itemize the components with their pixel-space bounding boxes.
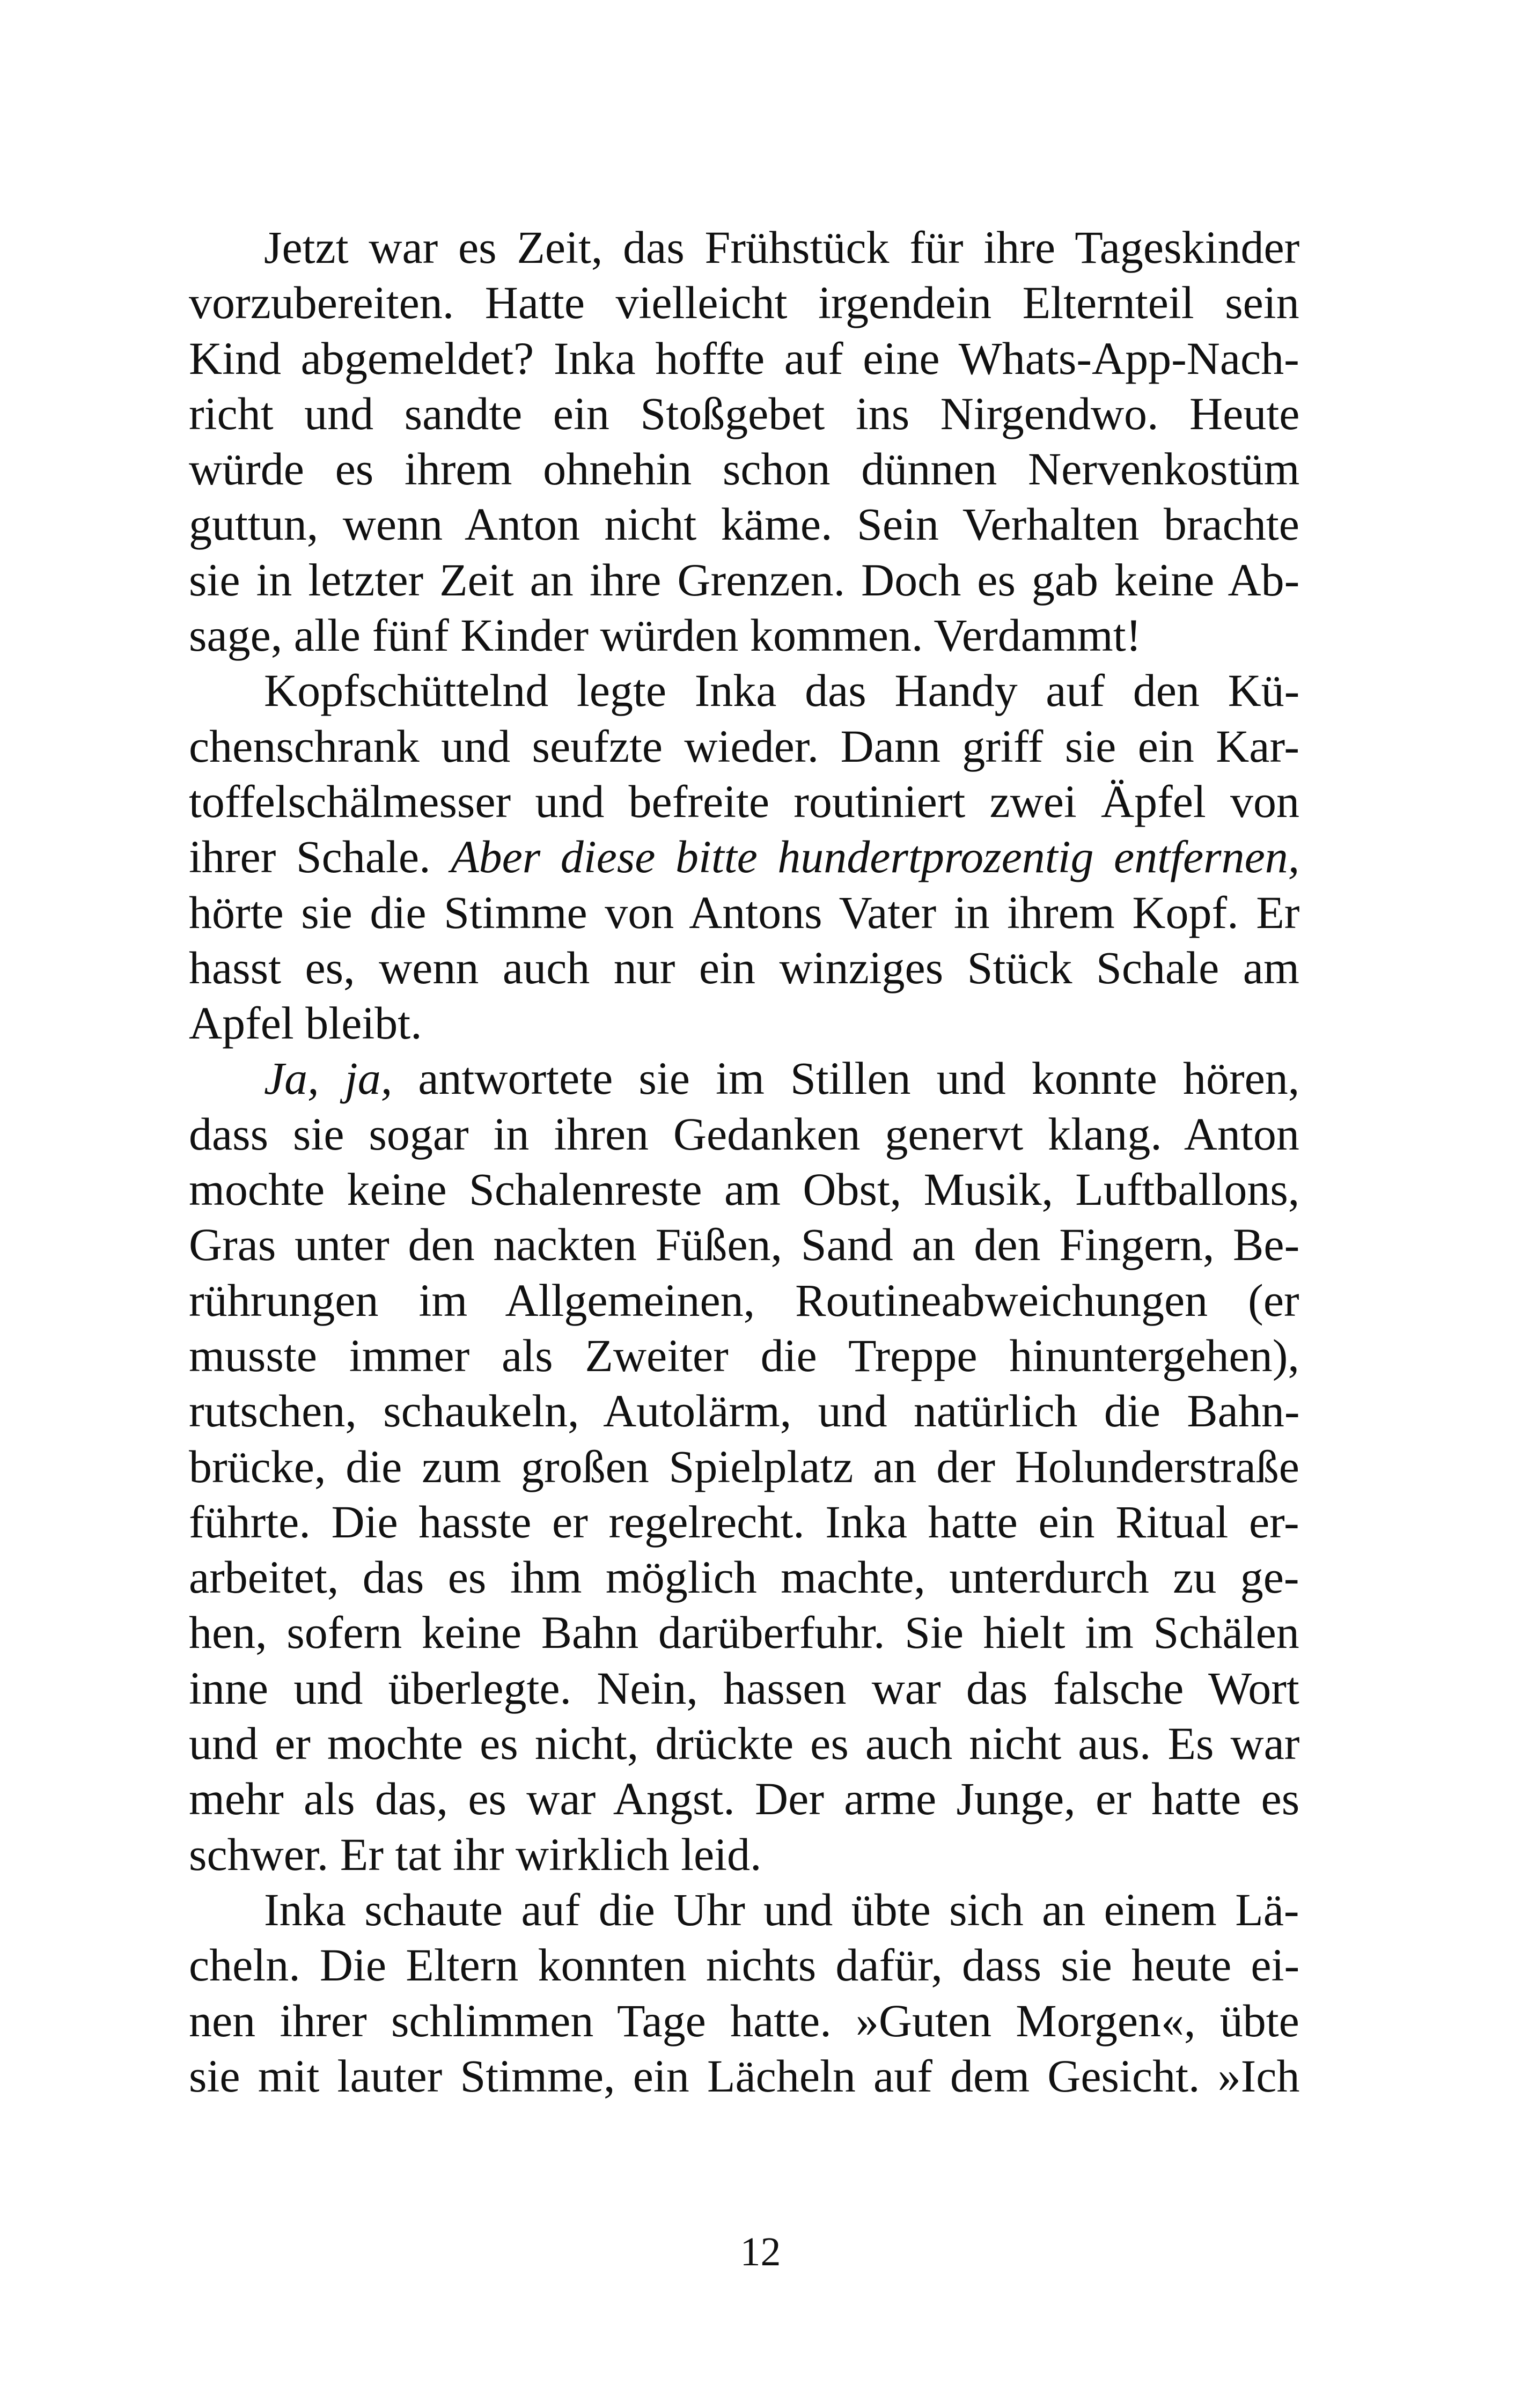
text-line [189, 774, 1299, 829]
text-segment: Inka schaute auf die Uhr und übte sich an einem Lä- [264, 1883, 1299, 1935]
text-line [189, 553, 1299, 608]
text-segment: sie in letzter Zeit an ihre Grenzen. Doch es gab keine Ab- [189, 554, 1300, 606]
text-segment: guttun, wenn Anton nicht käme. Sein Verhalten brachte [189, 498, 1299, 550]
text-segment: arbeitet, das es ihm möglich machte, unterdurch zu ge- [189, 1551, 1299, 1603]
text-line [189, 1051, 1299, 1106]
text-line [189, 1439, 1299, 1494]
text-line [189, 940, 1299, 996]
text-segment: Apfel bleibt. [189, 997, 422, 1049]
text-segment: hen, sofern keine Bahn darüberfuhr. Sie hielt im Schälen [189, 1607, 1299, 1659]
text-line [189, 275, 1299, 330]
text-line [189, 441, 1299, 497]
text-segment: Gras unter den nackten Füßen, Sand an den Fingern, Be- [189, 1219, 1300, 1271]
text-segment: sage, alle fünf Kinder würden kommen. Verdammt! [189, 609, 1142, 661]
text-segment: rührungen im Allgemeinen, Routineabweichungen (er [189, 1274, 1299, 1326]
italic-text: Aber diese bitte hundertprozentig entfernen, [451, 831, 1300, 883]
text-line [189, 1383, 1299, 1439]
page-number: 12 [740, 2229, 781, 2274]
text-segment: musste immer als Zweiter die Treppe hinuntergehen), [189, 1329, 1299, 1381]
text-segment: Jetzt war es Zeit, das Frühstück für ihre Tageskinder [264, 222, 1300, 273]
italic-text: Ja, ja, [264, 1052, 393, 1104]
text-line [189, 1217, 1299, 1272]
text-line [189, 386, 1299, 441]
text-line [189, 2049, 1299, 2104]
text-line [189, 1605, 1299, 1660]
text-segment: vorzubereiten. Hatte vielleicht irgendein Elternteil sein [189, 277, 1299, 329]
text-line [189, 220, 1299, 275]
text-segment: antwortete sie im Stillen und konnte hören, [392, 1052, 1300, 1104]
text-line [189, 1550, 1299, 1605]
text-segment: cheln. Die Eltern konnten nichts dafür, dass sie heute ei- [189, 1939, 1300, 1991]
text-segment: inne und überlegte. Nein, hassen war das falsche Wort [189, 1662, 1299, 1714]
text-segment: chenschrank und seufzte wieder. Dann griff sie ein Kar- [189, 720, 1300, 772]
text-segment: brücke, die zum großen Spielplatz an der Holunderstraße [189, 1440, 1299, 1492]
text-segment: toffelschälmesser und befreite routiniert zwei Äpfel von [189, 775, 1299, 827]
text-segment: richt und sandte ein Stoßgebet ins Nirgendwo. Heute [189, 387, 1300, 439]
text-line [189, 497, 1299, 552]
text-line [189, 1882, 1299, 1938]
text-segment: würde es ihrem ohnehin schon dünnen Nervenkostüm [189, 443, 1300, 495]
text-segment: Kopfschüttelnd legte Inka das Handy auf den Kü- [264, 665, 1300, 717]
text-line [189, 829, 1299, 885]
text-segment: mehr als das, es war Angst. Der arme Junge, er hatte es [189, 1773, 1300, 1825]
text-line [189, 719, 1299, 774]
text-line [189, 1716, 1299, 1771]
text-line [189, 1661, 1299, 1716]
text-segment: sie mit lauter Stimme, ein Lächeln auf dem Gesicht. »Ich [189, 2050, 1300, 2102]
text-segment: ihrer Schale. [189, 831, 451, 883]
text-line [189, 608, 1299, 663]
text-segment: führte. Die hasste er regelrecht. Inka hatte ein Ritual er- [189, 1496, 1299, 1548]
text-line [189, 1993, 1299, 2049]
text-line [189, 1938, 1299, 1993]
text-segment: hasst es, wenn auch nur ein winziges Stück Schale am [189, 941, 1299, 993]
text-line [189, 885, 1299, 940]
text-line [189, 1273, 1299, 1328]
text-line [189, 1162, 1299, 1217]
text-line [189, 1494, 1299, 1550]
text-segment: mochte keine Schalenreste am Obst, Musik, Luftballons, [189, 1164, 1300, 1216]
text-line [189, 1771, 1299, 1827]
text-segment: hörte sie die Stimme von Antons Vater in ihrem Kopf. Er [189, 886, 1300, 938]
text-segment: und er mochte es nicht, drückte es auch nicht aus. Es war [189, 1718, 1300, 1770]
text-segment: Kind abgemeldet? Inka hoffte auf eine Whats-App-Nach- [189, 332, 1299, 384]
text-segment: dass sie sogar in ihren Gedanken genervt klang. Anton [189, 1108, 1299, 1160]
text-segment: rutschen, schaukeln, Autolärm, und natürlich die Bahn- [189, 1385, 1300, 1437]
text-segment: schwer. Er tat ihr wirklich leid. [189, 1828, 762, 1880]
text-segment: nen ihrer schlimmen Tage hatte. »Guten Morgen«, übte [189, 1994, 1299, 2046]
text-line [189, 996, 1299, 1051]
text-line [189, 1328, 1299, 1383]
text-line [189, 331, 1299, 386]
body-text [189, 220, 1299, 2104]
text-line [189, 663, 1299, 718]
text-line [189, 1827, 1299, 1882]
text-line [189, 1107, 1299, 1162]
